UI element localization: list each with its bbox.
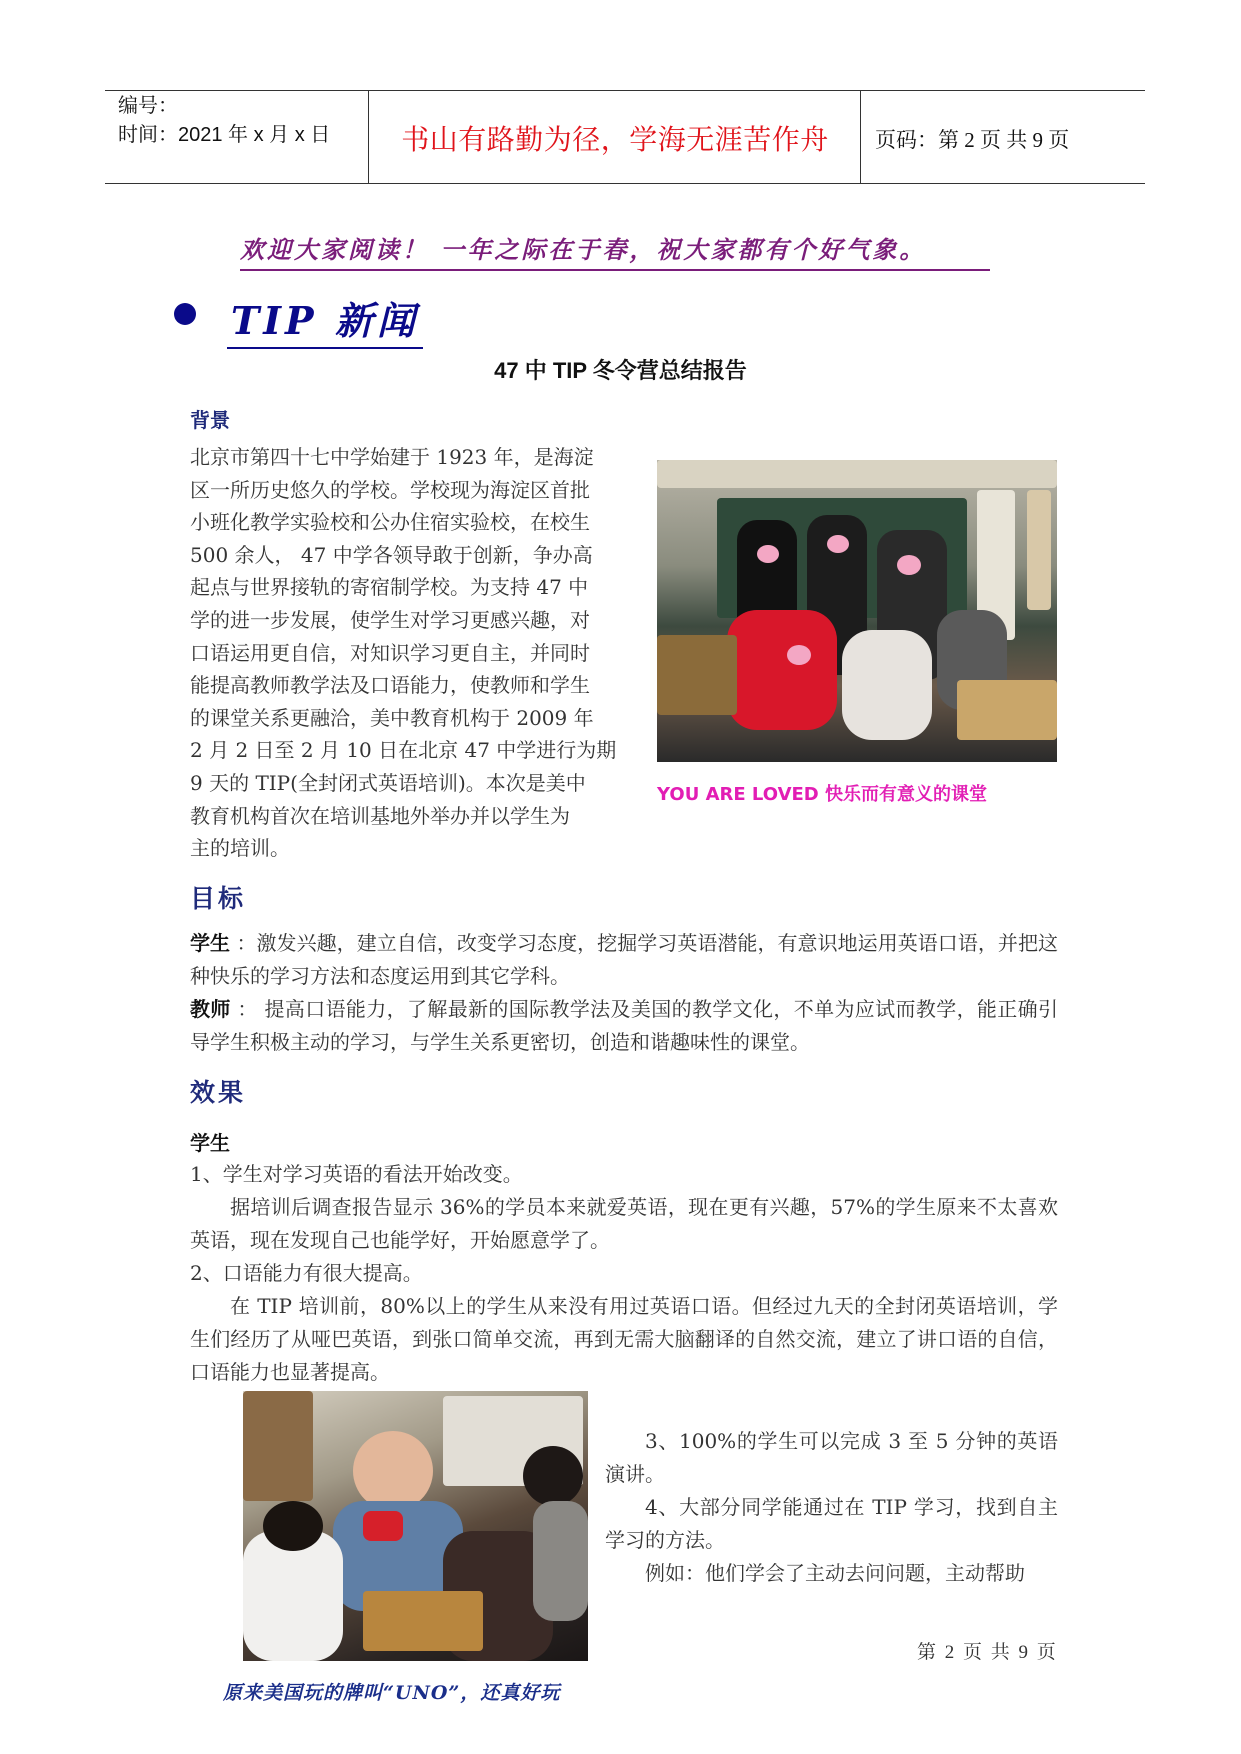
- background-line: 学的进一步发展，使学生对学习更感兴趣，对: [190, 607, 590, 632]
- header-bottom-rule: [105, 183, 1145, 184]
- bullet-icon: [174, 303, 196, 325]
- card-game-photo: [243, 1391, 588, 1661]
- effects-item-2: 2、口语能力有很大提高。: [190, 1261, 423, 1285]
- effects-item-1: 1、学生对学习英语的看法开始改变。: [190, 1162, 523, 1186]
- background-line: 小班化教学实验校和公办住宿实验校，在校生: [190, 510, 590, 535]
- effects-item-1-detail: 据培训后调查报告显示 36%的学员本来就爱英语，现在更有兴趣，57%的学生原来不太喜欢英语，现在发现自己也能学好，开始愿意学了。: [190, 1195, 1058, 1252]
- background-line: 口语运用更自信，对知识学习更自主，并同时: [190, 640, 590, 665]
- footer-page-number: 第 2 页 共 9 页: [917, 1642, 1058, 1663]
- section-title: TIP 新闻: [227, 290, 423, 349]
- header-meta: [118, 92, 330, 150]
- header-motto: 书山有路勤为径，学海无涯苦作舟: [401, 123, 829, 156]
- document-number-label: 编号：: [118, 95, 178, 117]
- goals-teacher-label: 教师: [190, 997, 231, 1021]
- goals-teacher-text: ： 提高口语能力，了解最新的国际教学法及美国的教学文化，不单为应试而教学，能正确引导学生积极主动的学习，与学生关系更密切，创造和谐趣味性的课堂。: [190, 997, 1059, 1054]
- goals-student-paragraph: [190, 927, 1058, 993]
- card-game-photo-caption: 原来美国玩的牌叫“UNO”，还真好玩: [223, 1682, 561, 1704]
- background-line: 起点与世界接轨的寄宿制学校。为支持 47 中: [190, 575, 589, 600]
- report-title: 47 中 TIP 冬令营总结报告: [494, 358, 747, 383]
- header-divider-right: [860, 90, 861, 184]
- background-line: 主的培训。: [190, 836, 290, 861]
- background-line: 能提高教师教学法及口语能力，使教师和学生: [190, 673, 590, 698]
- background-line: 的课堂关系更融洽，美中教育机构于 2009 年: [190, 705, 594, 730]
- effects-item-2-detail: 在 TIP 培训前，80%以上的学生从来没有用过英语口语。但经过九天的全封闭英语培训，学生们经历了从哑巴英语，到张口简单交流，再到无需大脑翻译的自然交流，建立了讲口语的自信，口语能力也显著提高。: [190, 1294, 1058, 1384]
- effects-item-4: 4、大部分同学能通过在 TIP 学习，找到自主学习的方法。: [605, 1495, 1058, 1552]
- background-line: 2 月 2 日至 2 月 10 日在北京 47 中学进行为期: [190, 738, 617, 763]
- background-paragraph: [190, 441, 640, 865]
- classroom-photo-caption: YOU ARE LOVED 快乐而有意义的课堂: [657, 784, 988, 805]
- background-heading: 背景: [190, 408, 230, 432]
- goals-teacher-paragraph: [190, 993, 1058, 1059]
- goals-student-text: ：激发兴趣，建立自信，改变学习态度，挖掘学习英语潜能，有意识地运用英语口语，并把这种快乐的学习方法和态度运用到其它学科。: [190, 931, 1058, 988]
- goals-heading: 目标: [190, 884, 247, 913]
- background-line: 9 天的 TIP(全封闭式英语培训)。本次是美中: [190, 770, 586, 795]
- background-line: 北京市第四十七中学始建于 1923 年，是海淀: [190, 445, 594, 469]
- effects-item-3: 3、100%的学生可以完成 3 至 5 分钟的英语演讲。: [605, 1429, 1058, 1486]
- welcome-banner: 欢迎大家阅读！ 一年之际在于春，祝大家都有个好气象。: [240, 230, 990, 271]
- background-line: 教育机构首次在培训基地外举办并以学生为: [190, 803, 570, 828]
- document-time-label: 时间：2021 年 x 月 x 日: [118, 124, 331, 146]
- header-page-label: 页码：第 2 页 共 9 页: [875, 128, 1070, 152]
- effects-heading: 效果: [190, 1078, 247, 1107]
- header-top-rule: [105, 90, 1145, 91]
- goals-student-label: 学生: [190, 931, 231, 955]
- background-line: 区一所历史悠久的学校。学校现为海淀区首批: [190, 477, 590, 502]
- background-line: 500 余人， 47 中学各领导敢于创新，争办高: [190, 542, 593, 567]
- classroom-photo: [657, 460, 1057, 762]
- effects-subheading-students: 学生: [190, 1131, 230, 1155]
- effects-item-5: 例如：他们学会了主动去问问题，主动帮助: [645, 1561, 1025, 1585]
- header-divider-left: [368, 90, 369, 184]
